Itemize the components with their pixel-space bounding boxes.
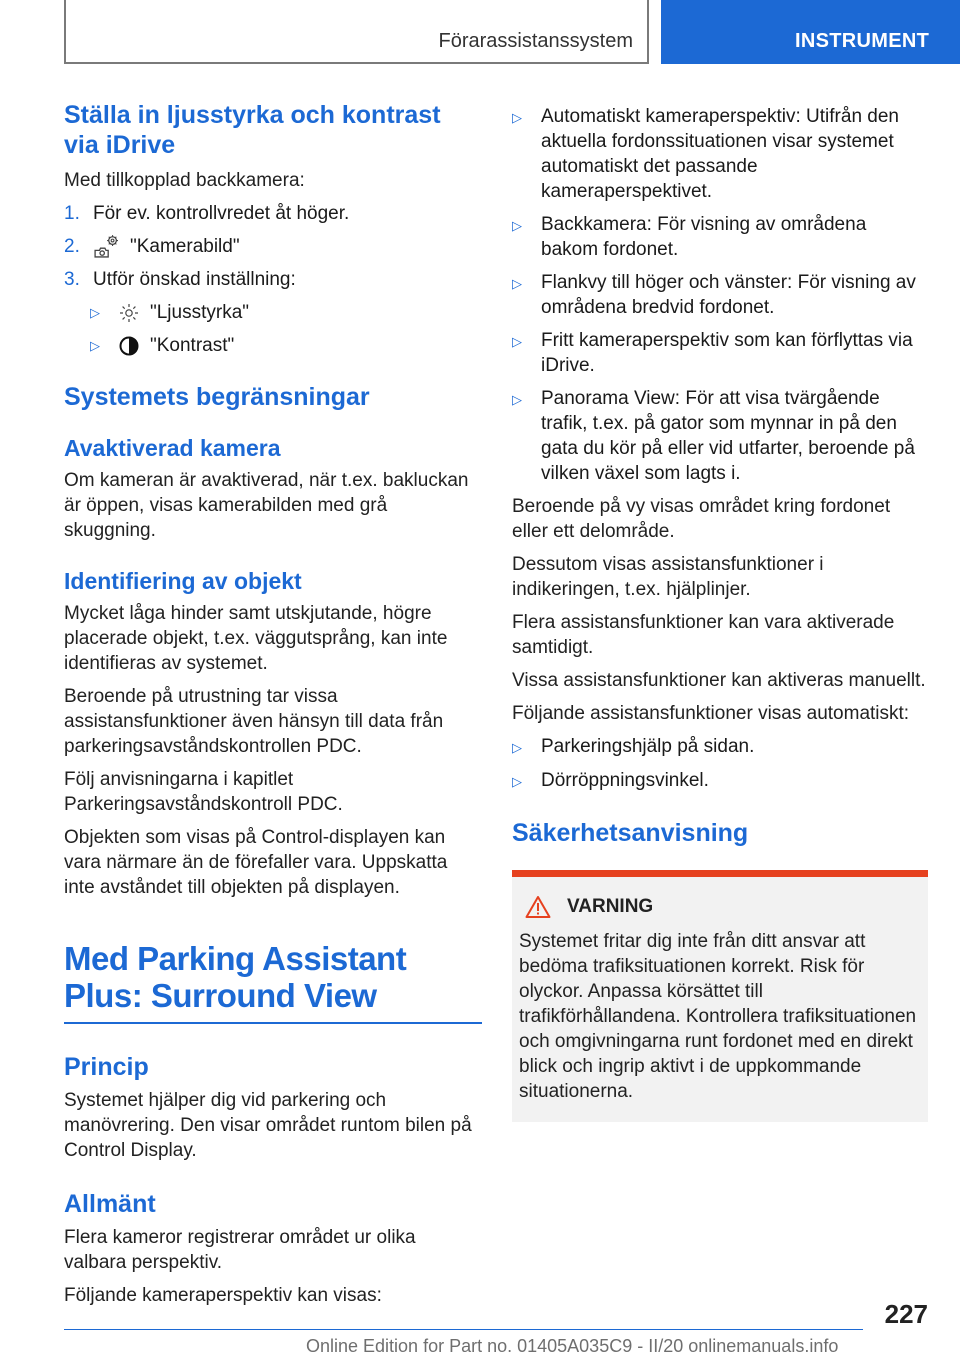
list-item-auto-function bbox=[512, 768, 928, 794]
paragraph-camera-on: Med tillkopplad backkamera: bbox=[64, 170, 305, 191]
heading-deactivated-camera: Avaktiverad kamera bbox=[64, 435, 281, 461]
footer-edition bbox=[306, 1336, 838, 1357]
header-section-title: Förarassistanssystem bbox=[438, 30, 633, 52]
list-item-text: Flankvy till höger och vänster: För visning av områdena bredvid fordonet. bbox=[541, 272, 916, 318]
warning-text: Systemet fritar dig inte från ditt ansvar att bedöma trafiksituationen korrekt. Risk för olyckor. Anpassa körsättet till trafikförhållandena. Kontrollera trafiksituationen och omgivningarna runt fordonet med en direkt blick och ingrip aktivt i de uppkommande situationerna. bbox=[519, 931, 917, 1102]
list-item-text: Fritt kameraperspektiv som kan förflyttas via iDrive. bbox=[541, 330, 913, 376]
brightness-icon bbox=[118, 302, 140, 324]
step-3 bbox=[64, 267, 482, 292]
paragraph-assist-manual: Vissa assistansfunktioner kan aktiveras manuellt. bbox=[512, 670, 926, 691]
list-item-text: Dörröppningsvinkel. bbox=[541, 770, 709, 791]
paragraph-assist-auto: Följande assistansfunktioner visas automatiskt: bbox=[512, 703, 910, 724]
list-item-text: Backkamera: För visning av områdena bakom fordonet. bbox=[541, 214, 867, 260]
paragraph-ident-3: Följ anvisningarna i kapitlet Parkeringsavståndskontroll PDC. bbox=[64, 769, 343, 815]
heading-principle: Princip bbox=[64, 1053, 149, 1081]
bullet-triangle-icon: ▷ bbox=[90, 338, 100, 353]
heading-limits: Systemets begränsningar bbox=[64, 383, 370, 411]
option-label: "Ljusstyrka" bbox=[150, 302, 250, 323]
list-item-auto-function bbox=[512, 734, 928, 760]
option-label: "Kontrast" bbox=[150, 335, 235, 356]
paragraph-ident-1: Mycket låga hinder samt utskjutande, högre placerade objekt, t.ex. väggutsprång, kan inte identifieras av systemet. bbox=[64, 603, 448, 674]
paragraph-ident-2: Beroende på utrustning tar vissa assistansfunktioner även hänsyn till data från parkeringsavståndskontrollen PDC. bbox=[64, 686, 444, 757]
warning-header bbox=[519, 895, 921, 919]
heading-general: Allmänt bbox=[64, 1190, 156, 1218]
step-text: Utför önskad inställning: bbox=[93, 269, 296, 290]
list-item-perspective bbox=[512, 386, 928, 486]
list-item-text: Panorama View: För att visa tvärgående trafik, t.ex. på gator som mynnar in på den gata du kör på eller vid utfarter, beroende på vilken växel som lagts i. bbox=[541, 388, 915, 484]
option-contrast bbox=[64, 333, 482, 358]
paragraph-deactivated: Om kameran är avaktiverad, när t.ex. bakluckan är öppen, visas kamerabilden med grå skuggning. bbox=[64, 470, 469, 541]
bullet-triangle-icon: ▷ bbox=[512, 334, 522, 349]
bullet-triangle-icon: ▷ bbox=[512, 218, 522, 233]
contrast-icon bbox=[118, 335, 140, 357]
paragraph-principle: Systemet hjälper dig vid parkering och manövrering. Den visar området runtom bilen på Control Display. bbox=[64, 1090, 472, 1161]
bullet-triangle-icon: ▷ bbox=[512, 276, 522, 291]
page-number: 227 bbox=[884, 1299, 928, 1329]
header-section-tab bbox=[64, 0, 649, 64]
list-item-perspective bbox=[512, 104, 928, 204]
paragraph-ident-4: Objekten som visas på Control-displayen kan vara närmare än de förefaller vara. Uppskatta inte avståndet till objekten på displayen. bbox=[64, 827, 448, 898]
bullet-triangle-icon: ▷ bbox=[90, 305, 100, 320]
option-brightness bbox=[64, 300, 482, 325]
bullet-triangle-icon: ▷ bbox=[512, 740, 522, 755]
heading-safety: Säkerhetsanvisning bbox=[512, 819, 749, 847]
heading-parking-assistant: Med Parking Assistant Plus: Surround View bbox=[64, 940, 407, 1014]
bullet-triangle-icon: ▷ bbox=[512, 774, 522, 789]
header-chapter-title: INSTRUMENT bbox=[795, 30, 930, 52]
heading-brightness-contrast: Ställa in ljusstyrka och kontrast via iDrive bbox=[64, 101, 441, 159]
warning-title: VARNING bbox=[567, 896, 654, 917]
paragraph-assist-multi: Flera assistansfunktioner kan vara aktiverade samtidigt. bbox=[512, 612, 895, 658]
heading-divider bbox=[64, 1022, 482, 1024]
step-number: 2. bbox=[64, 236, 80, 257]
paragraph-general-2: Följande kameraperspektiv kan visas: bbox=[64, 1285, 382, 1306]
step-1 bbox=[64, 201, 482, 226]
step-number: 3. bbox=[64, 269, 80, 290]
step-2 bbox=[64, 234, 482, 259]
right-column bbox=[512, 100, 928, 1122]
footer-edition-text: Online Edition for Part no. 01405A035C9 - II/20 onlinemanuals.info bbox=[306, 1336, 839, 1356]
bullet-triangle-icon: ▷ bbox=[512, 110, 522, 125]
bullet-triangle-icon: ▷ bbox=[512, 392, 522, 407]
left-column bbox=[64, 100, 482, 1308]
warning-triangle-icon bbox=[525, 895, 551, 919]
list-item-text: Parkeringshjälp på sidan. bbox=[541, 736, 755, 757]
list-item-text: Automatiskt kameraperspektiv: Utifrån den aktuella fordonssituationen visar systemet automatiskt det passande kameraperspektivet. bbox=[541, 106, 899, 202]
heading-object-identification: Identifiering av objekt bbox=[64, 568, 302, 594]
camera-settings-icon bbox=[92, 234, 120, 258]
paragraph-view: Beroende på vy visas området kring fordonet eller ett delområde. bbox=[512, 496, 891, 542]
header-chapter-tab[interactable] bbox=[661, 0, 960, 64]
paragraph-general-1: Flera kameror registrerar området ur olika valbara perspektiv. bbox=[64, 1227, 416, 1273]
list-item-perspective bbox=[512, 212, 928, 262]
step-number: 1. bbox=[64, 203, 80, 224]
step-text: "Kamerabild" bbox=[130, 236, 240, 257]
list-item-perspective bbox=[512, 328, 928, 378]
warning-box bbox=[512, 870, 928, 1122]
list-item-perspective bbox=[512, 270, 928, 320]
step-text: För ev. kontrollvredet åt höger. bbox=[93, 203, 350, 224]
footer-divider bbox=[64, 1329, 863, 1330]
paragraph-assist-display: Dessutom visas assistansfunktioner i indikeringen, t.ex. hjälplinjer. bbox=[512, 554, 824, 600]
